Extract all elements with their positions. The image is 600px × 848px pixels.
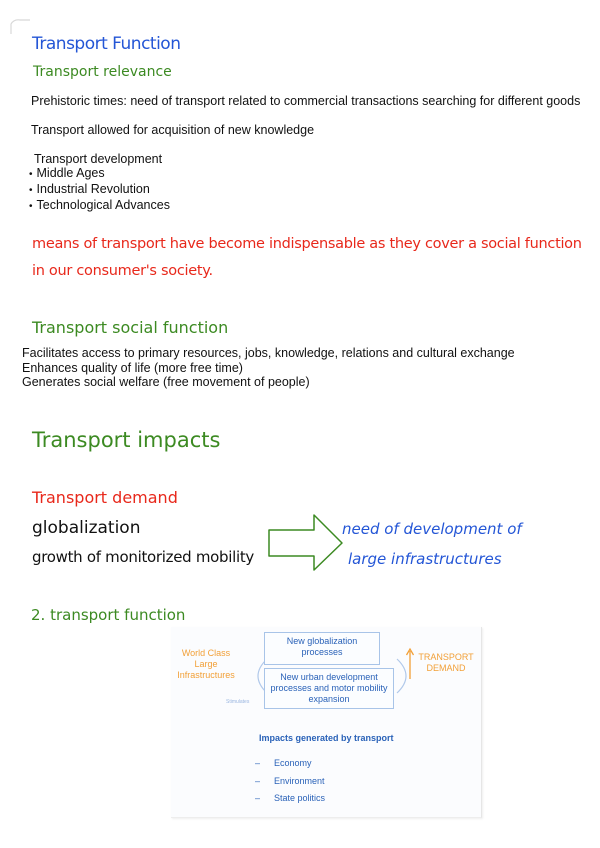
development-list: [29, 166, 170, 214]
up-arrow-icon: [405, 647, 415, 681]
relevance-line-1: Prehistoric times: need of transport related to commercial transactions searching for different goods: [31, 94, 581, 108]
social-function-item: Generates social welfare (free movement of people): [22, 375, 310, 389]
embedded-slide: [171, 627, 482, 818]
label-small: Stimulates: [226, 699, 250, 705]
demand-result-line-1: need of development of: [342, 520, 522, 538]
social-function-item: Facilitates access to primary resources, jobs, knowledge, relations and cultural exchange: [22, 346, 515, 360]
demand-item-globalization: globalization: [32, 518, 141, 538]
development-item: • Middle Ages: [29, 166, 170, 182]
corner-mark-icon: [8, 16, 34, 38]
label-world-class-infrastructures: World Class Large Infrastructures: [177, 648, 235, 680]
box-urban-development-text: New urban development processes and motor mobility expansion: [270, 672, 388, 704]
development-title: Transport development: [34, 152, 163, 166]
demand-item-mobility: growth of monitorized mobility: [32, 548, 255, 566]
social-function-list: [22, 346, 515, 390]
heading-transport-impacts: Transport impacts: [32, 428, 221, 452]
demand-result-line-2: large infrastructures: [348, 550, 502, 568]
heading-transport-demand: Transport demand: [32, 488, 178, 507]
red-note-line-2: in our consumer's society.: [32, 263, 213, 279]
box-globalization-text: New globalization processes: [286, 636, 358, 657]
box-globalization: [264, 632, 380, 665]
box-urban-development: [264, 668, 394, 709]
label-transport-demand: TRANSPORT DEMAND: [418, 652, 474, 673]
relevance-line-2: Transport allowed for acquisition of new knowledge: [31, 123, 315, 137]
heading-transport-relevance: Transport relevance: [33, 64, 172, 80]
heading-social-function: Transport social function: [32, 318, 229, 337]
development-item: • Technological Advances: [29, 198, 170, 214]
social-function-item: Enhances quality of life (more free time): [22, 360, 243, 375]
heading-section-two: 2. transport function: [31, 606, 186, 624]
impacts-item: – Economy: [255, 755, 325, 773]
impacts-title: Impacts generated by transport: [259, 733, 394, 743]
big-arrow-icon: [266, 512, 346, 572]
impacts-list: [255, 755, 325, 808]
impacts-item: – Environment: [255, 773, 325, 791]
red-note-line-1: means of transport have become indispensable as they cover a social function: [32, 236, 582, 252]
title-transport-function: Transport Function: [32, 34, 181, 54]
impacts-item: – State politics: [255, 790, 325, 808]
development-item: • Industrial Revolution: [29, 182, 170, 198]
